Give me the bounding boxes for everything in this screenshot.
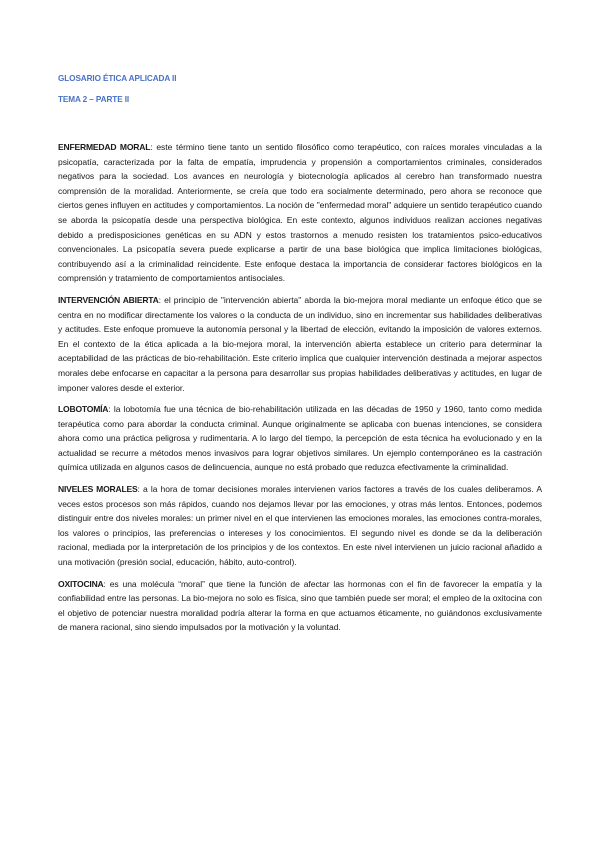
glossary-definition: : la lobotomía fue una técnica de bio-rehabilitación utilizada en las décadas de 1950 y 1960, tanto como medida terapéutica como para abordar la conducta criminal. Aunque originalmente se aplicaba con buenas intenciones, se considera ahora como una práctica peligrosa y rudimentaria. A lo largo del tiempo, la percepción de esta técnica ha evolucionado y en la actualidad se recurre a métodos menos invasivos para lograr objetivos similares. Un ejemplo contemporáneo es la castración química utilizada en algunos casos de delincuencia, aunque no está probado que reduzca efectivamente la criminalidad. [58,404,542,473]
glossary-definition: : a la hora de tomar decisiones morales intervienen varios factores a través de los cuales deliberamos. A veces estos procesos son más rápidos, cuando nos dejamos llevar por las emociones, y otras más lentos. Entonces, podemos distinguir entre dos niveles morales: un primer nivel en el que intervienen las emociones morales, las emociones contra-morales, los valores o principios, las preferencias o intereses y los conocimientos. El segundo nivel es donde se da la deliberación racional, mediada por la interpretación de los principios y de los contextos. En este nivel intervienen un juicio racional añadido a una motivación (presión social, educación, hábito, auto-control). [58,484,543,568]
glossary-entry-niveles-morales [58,482,542,570]
glossary-term: NIVELES MORALES [58,484,138,495]
glossary-term: LOBOTOMÍA [58,404,109,415]
glossary-entry-oxitocina [58,577,542,635]
glossary-entry-lobotomia [58,402,542,475]
glossary-definition: : este término tiene tanto un sentido filosófico como terapéutico, con raíces morales vinculadas a la psicopatía, caracterizada por la falta de empatía, imprudencia y propensión a comportamientos criminales, considerados negativos para la sociedad. Los avances en neurología y biotecnología aplicados al cerebro han transformado nuestra comprensión de la moralidad. Anteriormente, se creía que todo era socialmente determinado, pero ahora se reconoce que ciertos genes influyen en actitudes y comportamientos. La noción de "enfermedad moral" adquiere un sentido terapéutico cuando se aborda la psicopatía desde una perspectiva biológica. En este contexto, algunos individuos realizan acciones negativas debido a predisposiciones genéticas en su ADN y estos trastornos a menudo resisten los tratamientos psico-educativos convencionales. La psicopatía severa puede explicarse a partir de una base biológica que implica limitaciones biológicas, contribuyendo así a la criminalidad reincidente. Este enfoque destaca la importancia de considerar factores biológicos en la comprensión y tratamiento de comportamientos antisociales. [58,142,542,284]
glossary-entry-enfermedad-moral [58,140,542,286]
document-subtitle: TEMA 2 – PARTE II [58,95,130,104]
glossary-definition: : el principio de "intervención abierta" aborda la bio-mejora moral mediante un enfoque ético que se centra en no modificar directamente los valores o la conducta de un individuo, sino en incrementar sus habilidades deliberativas y actitudes. Este enfoque promueve la autonomía personal y la libertad de elección, evitando la imposición de valores externos. En el contexto de la ética aplicada a la bio-mejora moral, la intervención abierta establece un criterio para determinar la aceptabilidad de las prácticas de bio-rehabilitación. Este criterio implica que cualquier intervención destinada a mejorar aspectos morales debe enfocarse en capacitar a la persona para desarrollar sus propias habilidades deliberativas y actitudes, en lugar de imponer valores desde el exterior. [58,294,542,393]
glossary-body [58,140,542,642]
glossary-term: INTERVENCIÓN ABIERTA [58,294,159,305]
glossary-term: ENFERMEDAD MORAL [58,142,151,152]
glossary-term: OXITOCINA [58,578,104,589]
document-title: GLOSARIO ÉTICA APLICADA II [58,74,177,83]
glossary-definition: : es una molécula “moral” que tiene la función de afectar las hormonas con el fin de favorecer la empatía y la confiabilidad entre las personas. La bio-mejora no solo es física, sino que también puede ser moral; el empleo de la oxitocina con el objetivo de potenciar nuestra moralidad podría alterar la forma en que actuamos éticamente, no guiándonos exclusivamente de manera racional, sino siendo impulsados por la motivación y la voluntad. [58,578,542,633]
glossary-entry-intervencion-abierta [58,293,542,395]
